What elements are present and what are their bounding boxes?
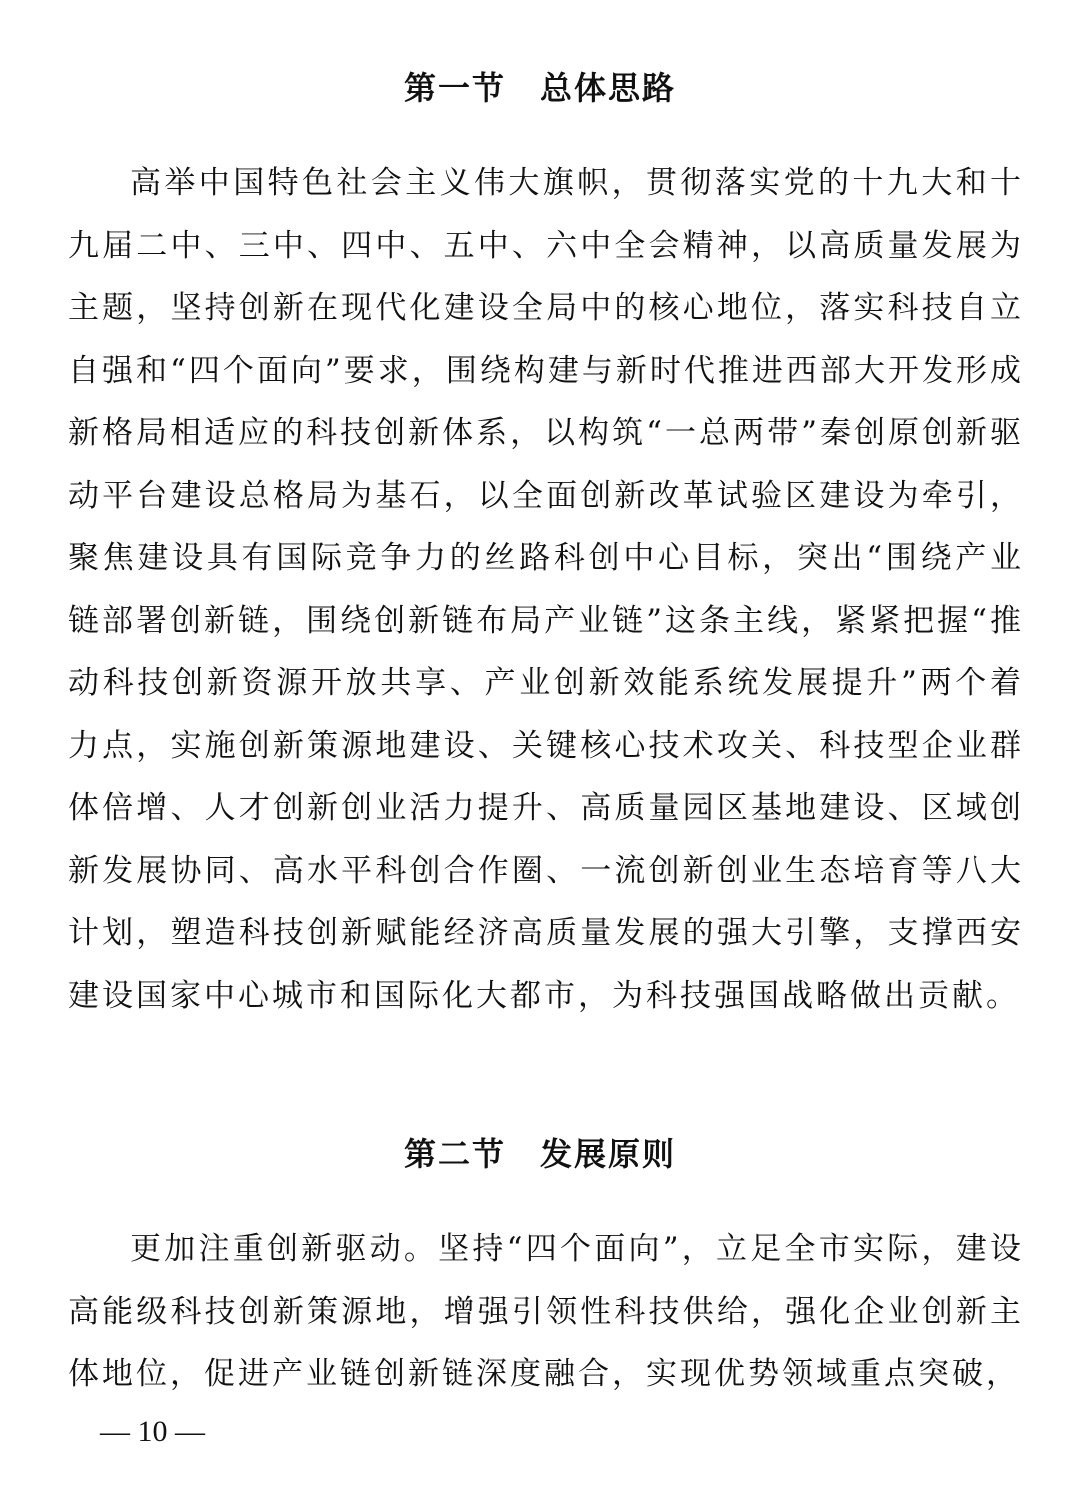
paragraph-development-principles: 更加注重创新驱动。坚持“四个面向”，立足全市实际，建设高能级科技创新策源地，增强引领性科技供给，强化企业创新主体地位，促进产业链创新链深度融合，实现优势领域重点突破，: [68, 1231, 1024, 1392]
section-title-overall-approach: 第一节 总体思路: [403, 69, 676, 107]
paragraph-overall-approach: 高举中国特色社会主义伟大旗帜，贯彻落实党的十九大和十九届二中、三中、四中、五中、六中全会精神，以高质量发展为主题，坚持创新在现代化建设全局中的核心地位，落实科技自立自强和“四个面向”要求，围绕构建与新时代推进西部大开发形成新格局相适应的科技创新体系，以构筑“一总两带”秦创原创新驱动平台建设总格局为基石，以全面创新改革试验区建设为牵引，聚焦建设具有国际竞争力的丝路科创中心目标，突出“围绕产业链部署创新链，围绕创新链布局产业链”这条主线，紧紧把握“推动科技创新资源开放共享、产业创新效能系统发展提升”两个着力点，实施创新策源地建设、关键核心技术攻关、科技型企业群体倍增、人才创新创业活力提升、高质量园区基地建设、区域创新发展协同、高水平科创合作圈、一流创新创业生态培育等八大计划，塑造科技创新赋能经济高质量发展的强大引擎，支撑西安建设国家中心城市和国际化大都市，为科技强国战略做出贡献。: [68, 165, 1024, 1014]
page-number: — 10 —: [100, 1415, 205, 1448]
section-title-development-principles: 第二节 发展原则: [403, 1135, 676, 1173]
